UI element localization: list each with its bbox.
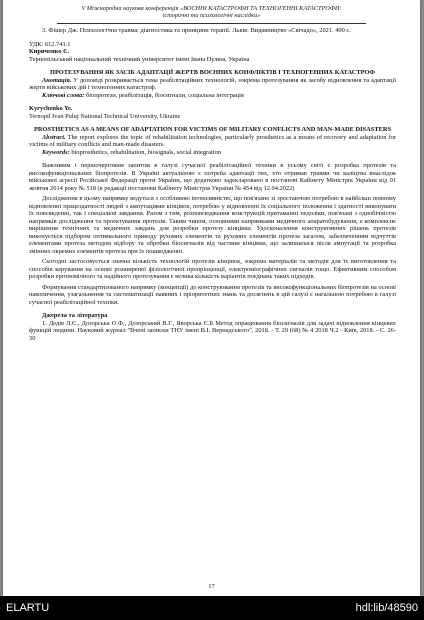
reference-item: 1. Дедів Л.Є., Дозорська О.Ф., Дозорський В.Г., Яворська Є.Б Метод опрацювання біосигналів для задачі відновлення кінцевих функцій людини. Науковий журнал "Вчені записки ТНУ імені В.І. Вернадського", 2018. - Т. 29 (68) № 4 2018 Ч.2 - Київ, 2018. - С. 26-30 — [29, 319, 396, 342]
affiliation-en: Ternopil Ivan Puluj National Technical University, Ukraine — [29, 112, 181, 120]
udc-code: УДК: 612.741.1 — [29, 40, 71, 48]
body-paragraph: Сьогодні застосовується значна кількість технологій протезів кінцівок, зокрема матеріалів та методів для їх виготовлення та способів керування на основі розширеної фізіологічної пропріоцепції, електроміографічних сигналів тощо. Ефективним способом розробки ергономічного та надійного протезування є велика кількість варіантів поєднань таких підходів. — [29, 258, 396, 280]
keywords-ua — [29, 92, 396, 100]
title-ua: ПРОТЕЗУВАННЯ ЯК ЗАСІБ АДАПТАЦІЇ ЖЕРТВ ВОЄННИХ КОНФЛІКТІВ І ТЕХНОГЕННИХ КАТАСТРОФ — [49, 69, 376, 76]
header-rule — [57, 23, 366, 24]
running-header — [3, 5, 420, 20]
keywords-ua-text: біопротези, реабілітація, біосигнали, соціальна інтеграція — [86, 91, 244, 99]
page-number: 17 — [208, 583, 215, 590]
affiliation-ua: Тернопільський національний технічний університет імені Івана Пулюя, Україна — [29, 55, 250, 63]
keywords-ua-label: Ключові слова: — [42, 91, 85, 99]
abstract-en — [29, 134, 396, 149]
keywords-en — [29, 149, 396, 157]
author-ua: Кириченко Є. — [29, 48, 69, 55]
author-en: Kyrychenko Ye. — [29, 105, 73, 112]
title-en: PROSTHETICS AS A MEANS OF ADAPTATION FOR VICTIMS OF MILITARY CONFLICTS AND MAN-MADE DISASTERS — [33, 126, 392, 133]
header-line-2: історичні та психологічні наслідки» — [162, 12, 261, 20]
header-line-1: V Міжнародна наукова конференція «ВОСННІ КАТАСТРОФИ ТА ТЕХНОГЕННІ КАТАСТРОФИ: — [81, 5, 342, 12]
repository-name: ELARTU — [6, 602, 50, 614]
annotation-ua-text: У доповіді розкривається тема реабілітаційних технологій, зокрема протезування як засобу відновлення та адаптації жертв військових дій і техногенних катастроф. — [29, 76, 396, 91]
abstract-text: The report explores the topic of rehabilitation technologies, particularly prosthetics as a means of recovery and adaptation for victims of military conflicts and man-made disasters. — [29, 133, 396, 148]
body-paragraph: Формування стандартизованого напрямку (концепції) до конструювання протезів та високофункціональних біопротезів на основі накопичення, узагальнення та систематизації наявних і пріоритетних знань та досягнень в цій галузі є нагальною потребою в галузі сучасної реабілітаційної техніки. — [29, 283, 396, 306]
annotation-ua-label: Анотація. — [42, 76, 72, 84]
abstract-label: Abstract. — [42, 133, 66, 141]
keywords-en-label: Keywords: — [42, 148, 70, 156]
previous-reference: 3. Фішер Дж. Психологічна травма: діагностика та принципи терапії. Львів: Видавництво «Свічадо», 2021. 400 с. — [42, 27, 351, 34]
document-page — [3, 0, 420, 596]
body-paragraph: Дослідження в цьому напрямку ведуться з особливою інтенсивністю, що пов'язано зі зростаючою потребою в найбільш повному відновленні працездатності людей з ампутаціями кінцівок, потребою у відновленні їх соціального положення і здатності виконувати їх повсякденні, так і спеціальні завдання. Разом з тим, розповсюдження конструкцій притаманні недоліки, пов'язані з однобічністю напрямків дослідження та проектування протезів. Таким чином, основними напрямками медичного апаратобудування, є комплексне вирішення технічних та медичних завдань для розробки протезу кінцівки. Удосконалення конструктивних рішень протезів виконується підбором оптимального приводу рухомих елементів та рухомих елементів протеза загалом, забезпеченням відчуттів елементами протеза методом відбору та обробки біосигналів від частини кінцівки, що залишилася після ампутації та розробка змінних окремих елементів протеза при їх пошкодженні. — [29, 195, 396, 255]
annotation-ua — [29, 77, 396, 92]
references-heading: Джерела та література — [42, 312, 108, 319]
body-paragraph: Важливим і першочерговим запитом в галузі сучасної реабілітаційної техніки в усьому світі є розробка протезів та високофункціональних біопротезів. В Україні актуальною є потреба адаптації тих, хто отримав травми чи каліцтва внаслідок військової агресії Російської Федерації проти України, що додатково задекларовано в постанові Кабінету Міністрів України від 01 жовтня 2014 року № 518 (в редакції постанови Кабінету Міністрів України № 454 від 12.04.2022) — [29, 162, 396, 192]
page-content — [29, 27, 396, 342]
repository-footer — [0, 596, 424, 620]
handle-id: hdl:lib/48590 — [355, 602, 418, 614]
keywords-en-text: bioprosthetics, rehabilitation, biosignals, social integration — [71, 148, 221, 156]
